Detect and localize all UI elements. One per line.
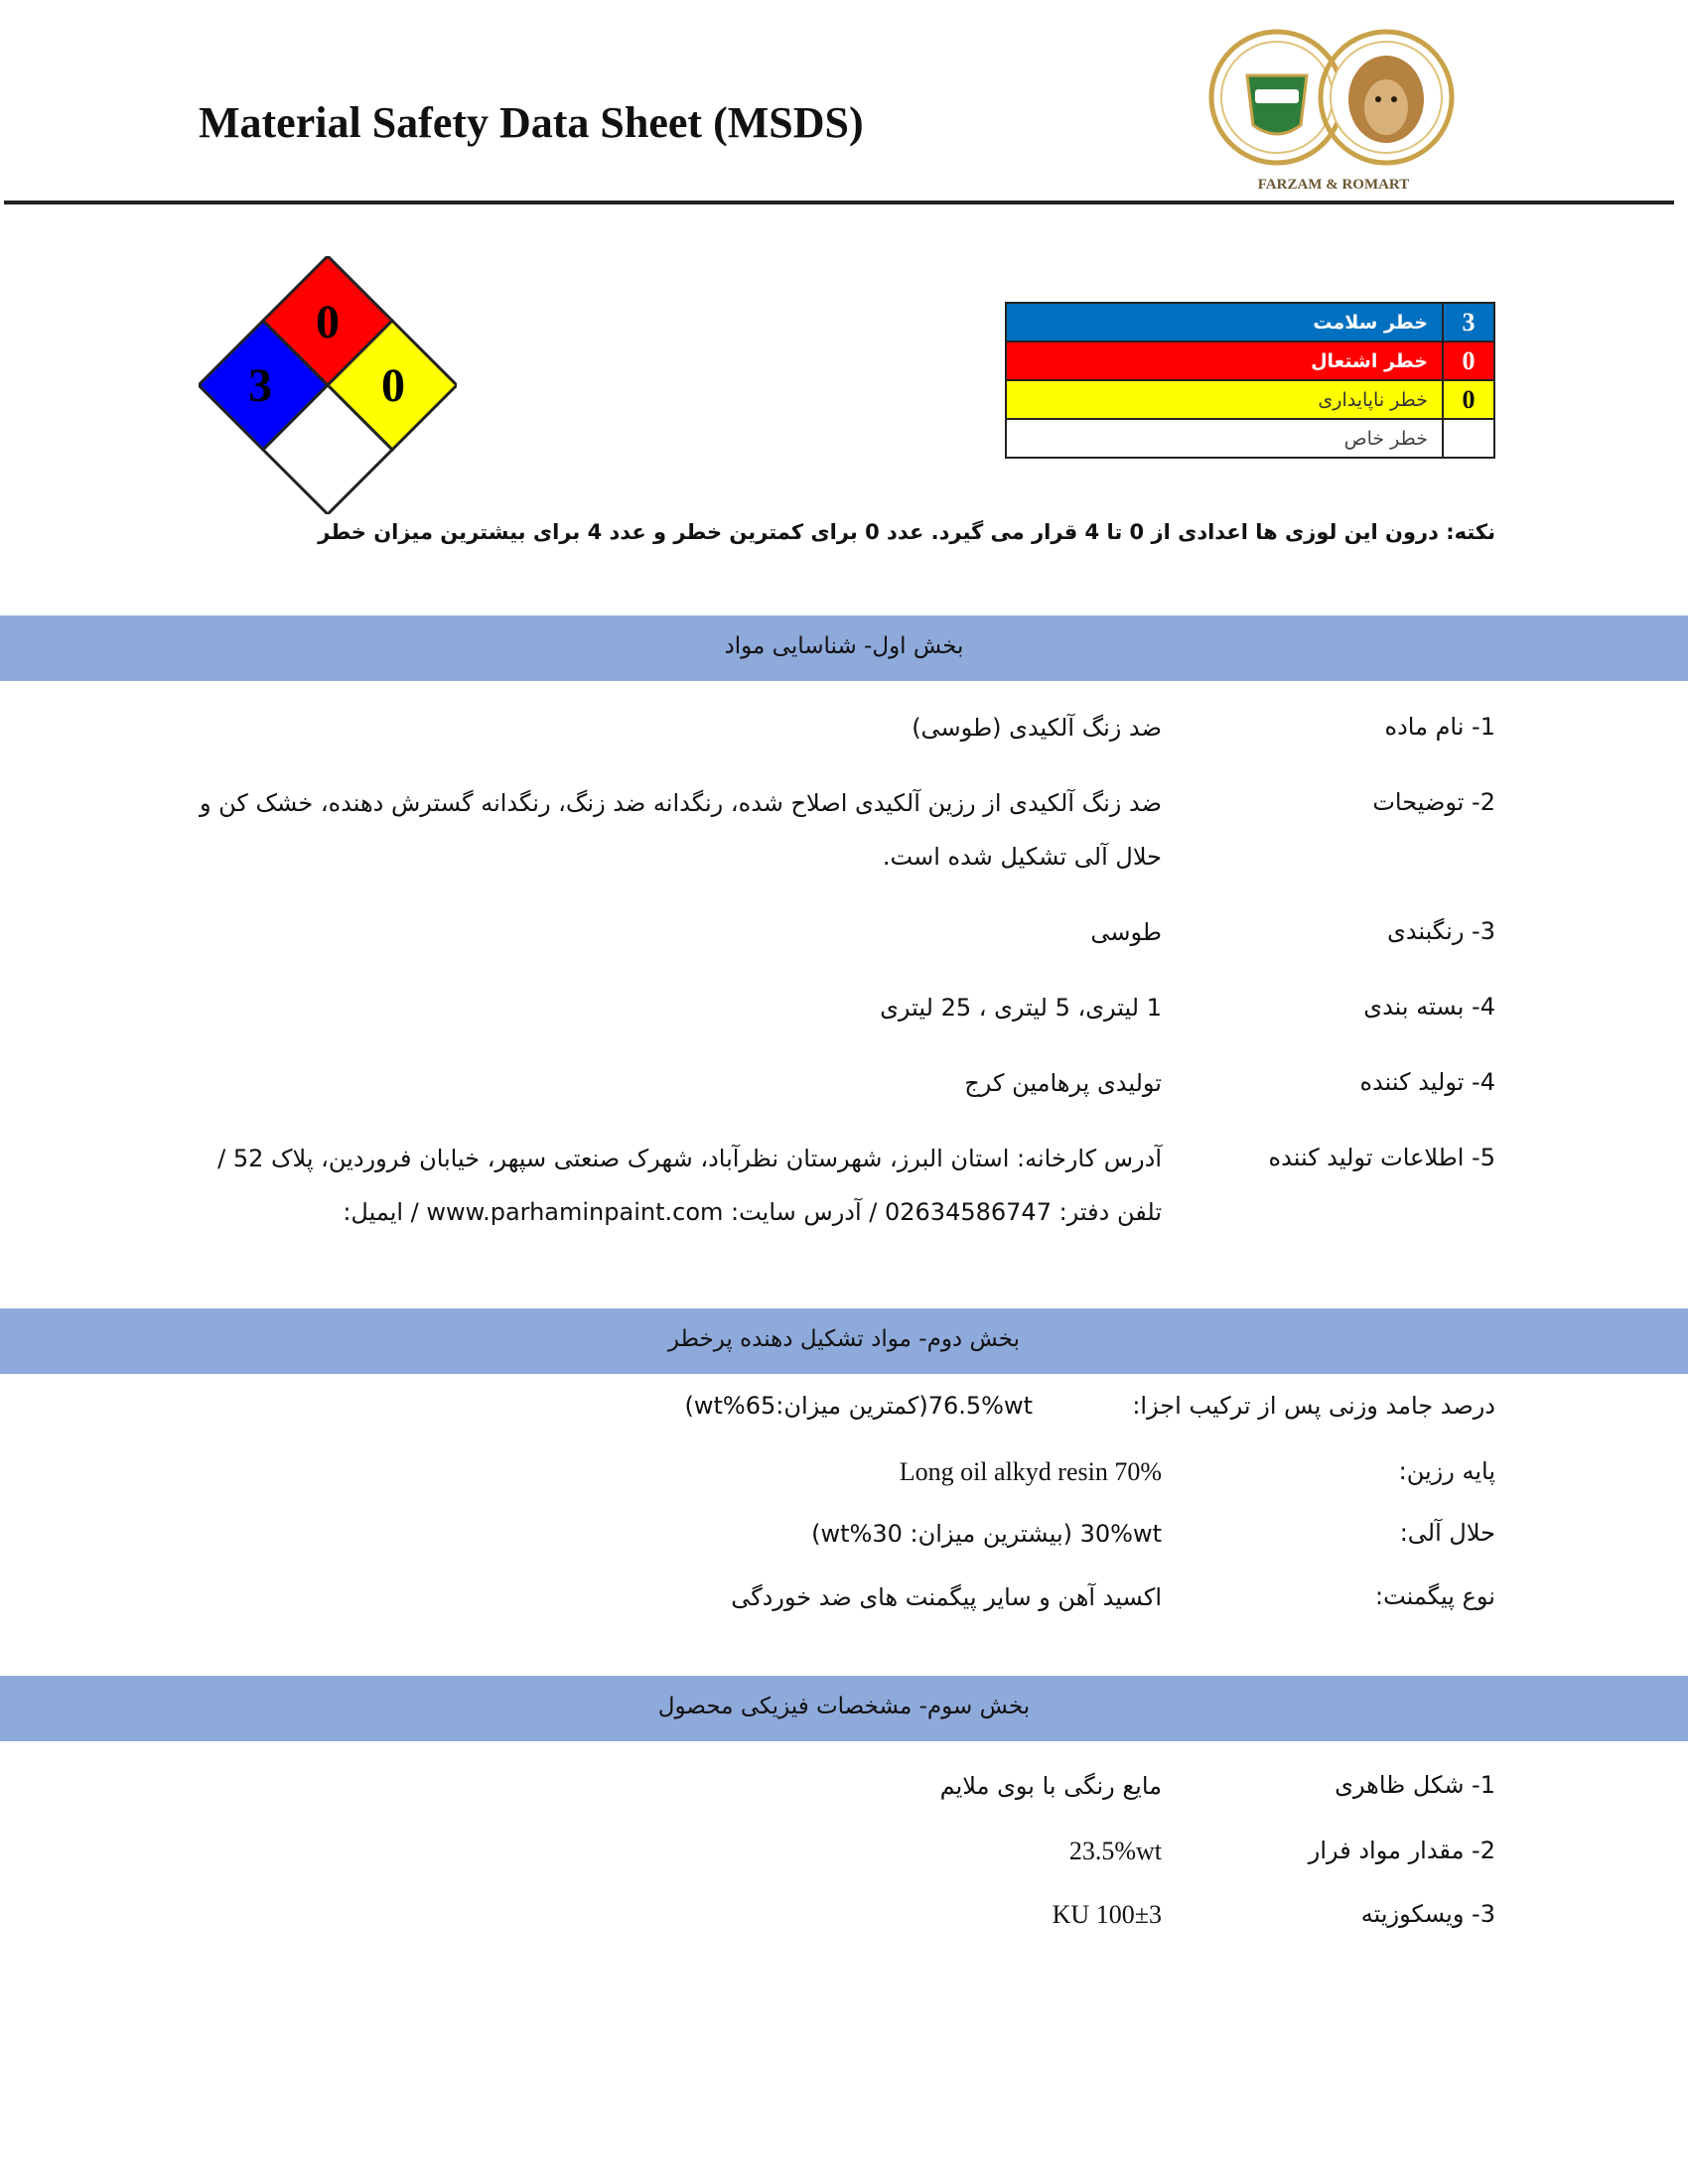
hazard-row-health: [1006, 303, 1494, 341]
diamond-health-value: 3: [248, 359, 272, 412]
section1-label-color: 3- رنگبندی: [1387, 917, 1495, 945]
section1-value-packaging: 1 لیتری، 5 لیتری ، 25 لیتری: [880, 994, 1162, 1022]
section1-label-manufacturer: 4- تولید کننده: [1359, 1068, 1495, 1096]
section2-value-resin: Long oil alkyd resin 70%: [899, 1457, 1162, 1486]
diamond-flammability-value: 0: [316, 296, 340, 348]
section1-label-manufacturer-info: 5- اطلاعات تولید کننده: [1268, 1144, 1495, 1171]
section2-solid-value: 76.5%wt(کمترین میزان:65%wt): [684, 1392, 1033, 1420]
hazard-value: 0: [1443, 341, 1494, 380]
section1-label-name: 1- نام ماده: [1384, 713, 1495, 741]
hazard-row-flammability: [1006, 341, 1494, 380]
logo-caption: FARZAM & ROMART: [1257, 177, 1410, 193]
section2-solid-label: درصد جامد وزنی پس از ترکیب اجزا:: [1132, 1392, 1495, 1420]
section3-header: [0, 1676, 1688, 1741]
hazard-label: خطر سلامت: [1006, 303, 1443, 341]
section1-value-manufacturer: تولیدی پرهامین کرج: [964, 1069, 1162, 1097]
section3-value-volatile: 23.5%wt: [1068, 1837, 1162, 1865]
header-divider: [4, 201, 1674, 205]
section1-label-description: 2- توضیحات: [1372, 788, 1495, 816]
hazard-label: خطر خاص: [1006, 419, 1443, 458]
hazard-legend-table: [1005, 302, 1495, 459]
section1-value-description: ضد زنگ آلکیدی از رزین آلکیدی اصلاح شده، رنگدانه ضد زنگ، رنگدانه گسترش دهنده، خشک کن و حلال آلی تشکیل شده است.: [199, 789, 1162, 871]
section2-value-solvent: 30%wt (بیشترین میزان: 30%wt): [811, 1520, 1162, 1548]
section1-header: [0, 615, 1688, 681]
section1-value-name: ضد زنگ آلکیدی (طوسی): [912, 714, 1162, 742]
document-title: Material Safety Data Sheet (MSDS): [199, 98, 864, 147]
company-logo: [1199, 18, 1468, 197]
section3-label-viscosity: 3- ویسکوزیته: [1360, 1900, 1495, 1928]
hazard-label: خطر ناپایداری: [1006, 380, 1443, 419]
hazard-value: 0: [1443, 380, 1494, 419]
section3-label-appearance: 1- شکل ظاهری: [1335, 1771, 1495, 1799]
section3-label-volatile: 2- مقدار مواد فرار: [1308, 1837, 1495, 1864]
section1-value-color: طوسی: [1090, 918, 1162, 946]
hazard-scale-note: نکته: درون این لوزی ها اعدادی از 0 تا 4 قرار می گیرد. عدد 0 برای کمترین خطر و عدد 4 برای بیشترین میزان خطر: [318, 520, 1495, 544]
hazard-label: خطر اشتعال: [1006, 341, 1443, 380]
hazard-diamond: [199, 256, 457, 514]
hazard-value: 3: [1443, 303, 1494, 341]
section2-title: بخش دوم- مواد تشکیل دهنده پرخطر: [667, 1326, 1021, 1352]
diamond-reactivity-value: 0: [381, 359, 405, 412]
section2-label-solvent: حلال آلی:: [1399, 1519, 1495, 1547]
section2-value-pigment: اکسید آهن و سایر پیگمنت های ضد خوردگی: [731, 1583, 1162, 1611]
section1-label-packaging: 4- بسته بندی: [1363, 993, 1495, 1021]
section3-title: بخش سوم- مشخصات فیزیکی محصول: [657, 1694, 1031, 1719]
hazard-value: [1443, 419, 1494, 458]
section2-header: [0, 1308, 1688, 1374]
section1-value-manufacturer-info: آدرس کارخانه: استان البرز، شهرستان نظرآباد، شهرک صنعتی سپهر، خیابان فروردین، پلاک 52 / تلفن دفتر: 02634586747 / آدرس سایت: www.parhaminpaint.com / ایمیل:: [217, 1145, 1162, 1226]
section2-label-resin: پایه رزین:: [1398, 1457, 1495, 1485]
hazard-row-special: [1006, 419, 1494, 458]
hazard-row-instability: [1006, 380, 1494, 419]
section3-value-viscosity: 100±3 KU: [1052, 1900, 1162, 1929]
section1-title: بخش اول- شناسایی مواد: [724, 633, 964, 659]
section2-label-pigment: نوع پیگمنت:: [1375, 1582, 1495, 1610]
section3-value-appearance: مایع رنگی با بوی ملایم: [939, 1772, 1162, 1800]
